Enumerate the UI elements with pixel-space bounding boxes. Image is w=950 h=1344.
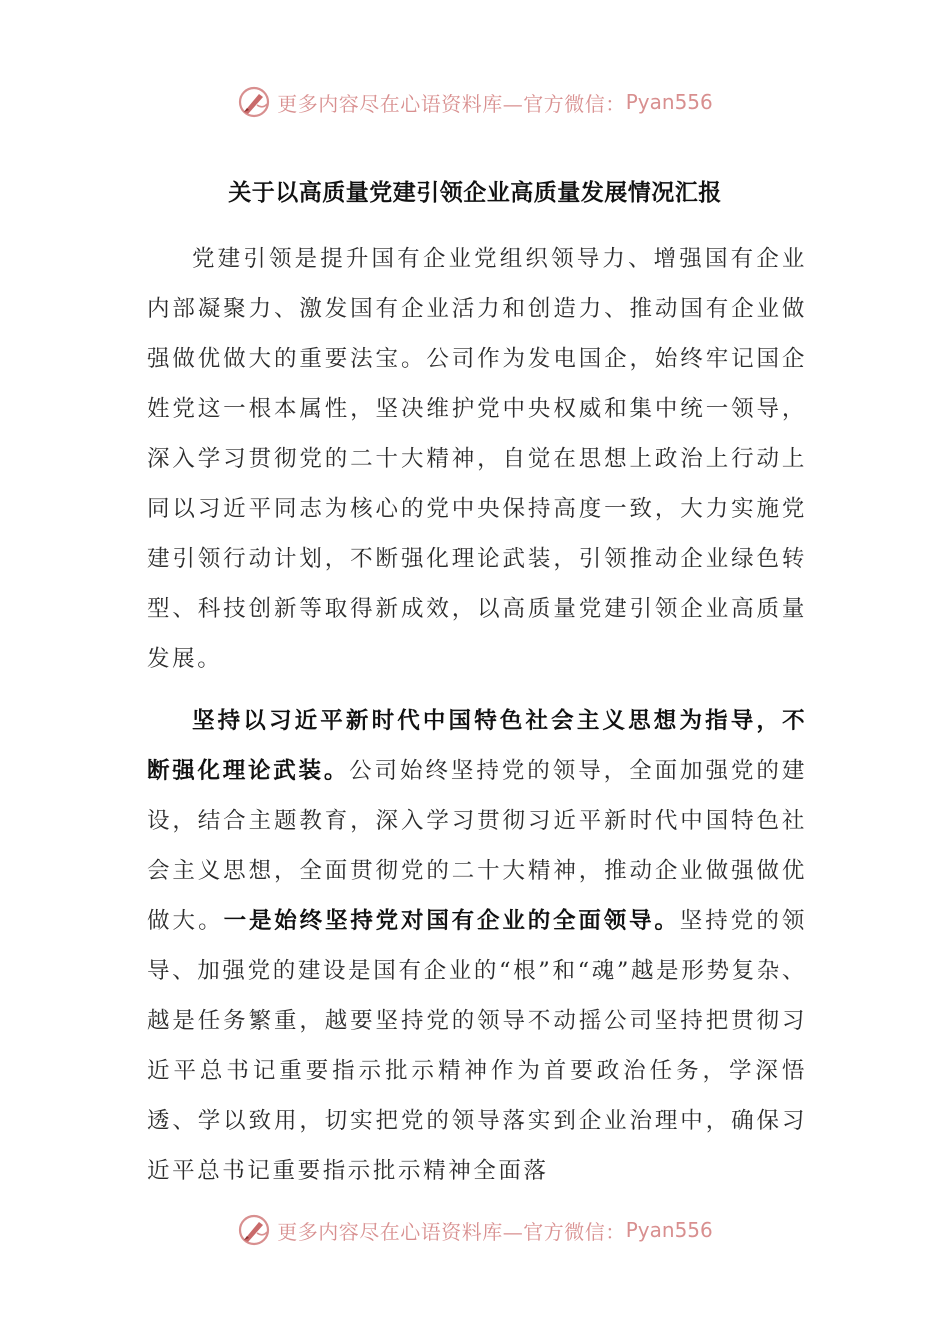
footer-watermark <box>0 1210 950 1250</box>
subsection-heading: 一是始终坚持党对国有企业的全面领导。 <box>223 908 680 934</box>
document-title: 关于以高质量党建引领企业高质量发展情况汇报 <box>228 179 722 206</box>
watermark-wechat-id: Pyan556 <box>625 90 713 114</box>
document-body <box>147 234 807 1196</box>
section-text: 公司始终坚持党的领导，全面加强党的建设，结合主题教育，深入学习贯彻习近平新时代中国特色社会主义思想，全面贯彻党的二十大精神，推动企业做强做优做大。 <box>147 758 807 934</box>
subsection-text: 坚持党的领导、加强党的建设是国有企业的“根”和“魂”越是形势复杂、越是任务繁重，越要坚持党的领导不动摇公司坚持把贯彻习近平总书记重要指示批示精神作为首要政治任务，学深悟透、学以致用，切实把党的领导落实到企业治理中，确保习近平总书记重要指示批示精神全面落 <box>147 908 807 1184</box>
intro-paragraph: 党建引领是提升国有企业党组织领导力、增强国有企业内部凝聚力、激发国有企业活力和创造力、推动国有企业做强做优做大的重要法宝。公司作为发电国企，始终牢记国企姓党这一根本属性，坚决维护党中央权威和集中统一领导，深入学习贯彻党的二十大精神，自觉在思想上政治上行动上同以习近平同志为核心的党中央保持高度一致，大力实施党建引领行动计划，不断强化理论武装，引领推动企业绿色转型、科技创新等取得新成效，以高质量党建引领企业高质量发展。 <box>147 246 807 672</box>
section-heading: 坚持以习近平新时代中国特色社会主义思想为指导，不断强化理论武装。 <box>147 708 807 784</box>
section-paragraph <box>147 696 807 1196</box>
watermark-text: 更多内容尽在心语资料库—官方微信： <box>277 1219 626 1244</box>
watermark-text: 更多内容尽在心语资料库—官方微信： <box>277 91 626 116</box>
header-watermark <box>0 82 950 122</box>
pen-logo-icon <box>237 85 271 119</box>
watermark-wechat-id: Pyan556 <box>625 1218 713 1242</box>
pen-logo-icon <box>237 1213 271 1247</box>
